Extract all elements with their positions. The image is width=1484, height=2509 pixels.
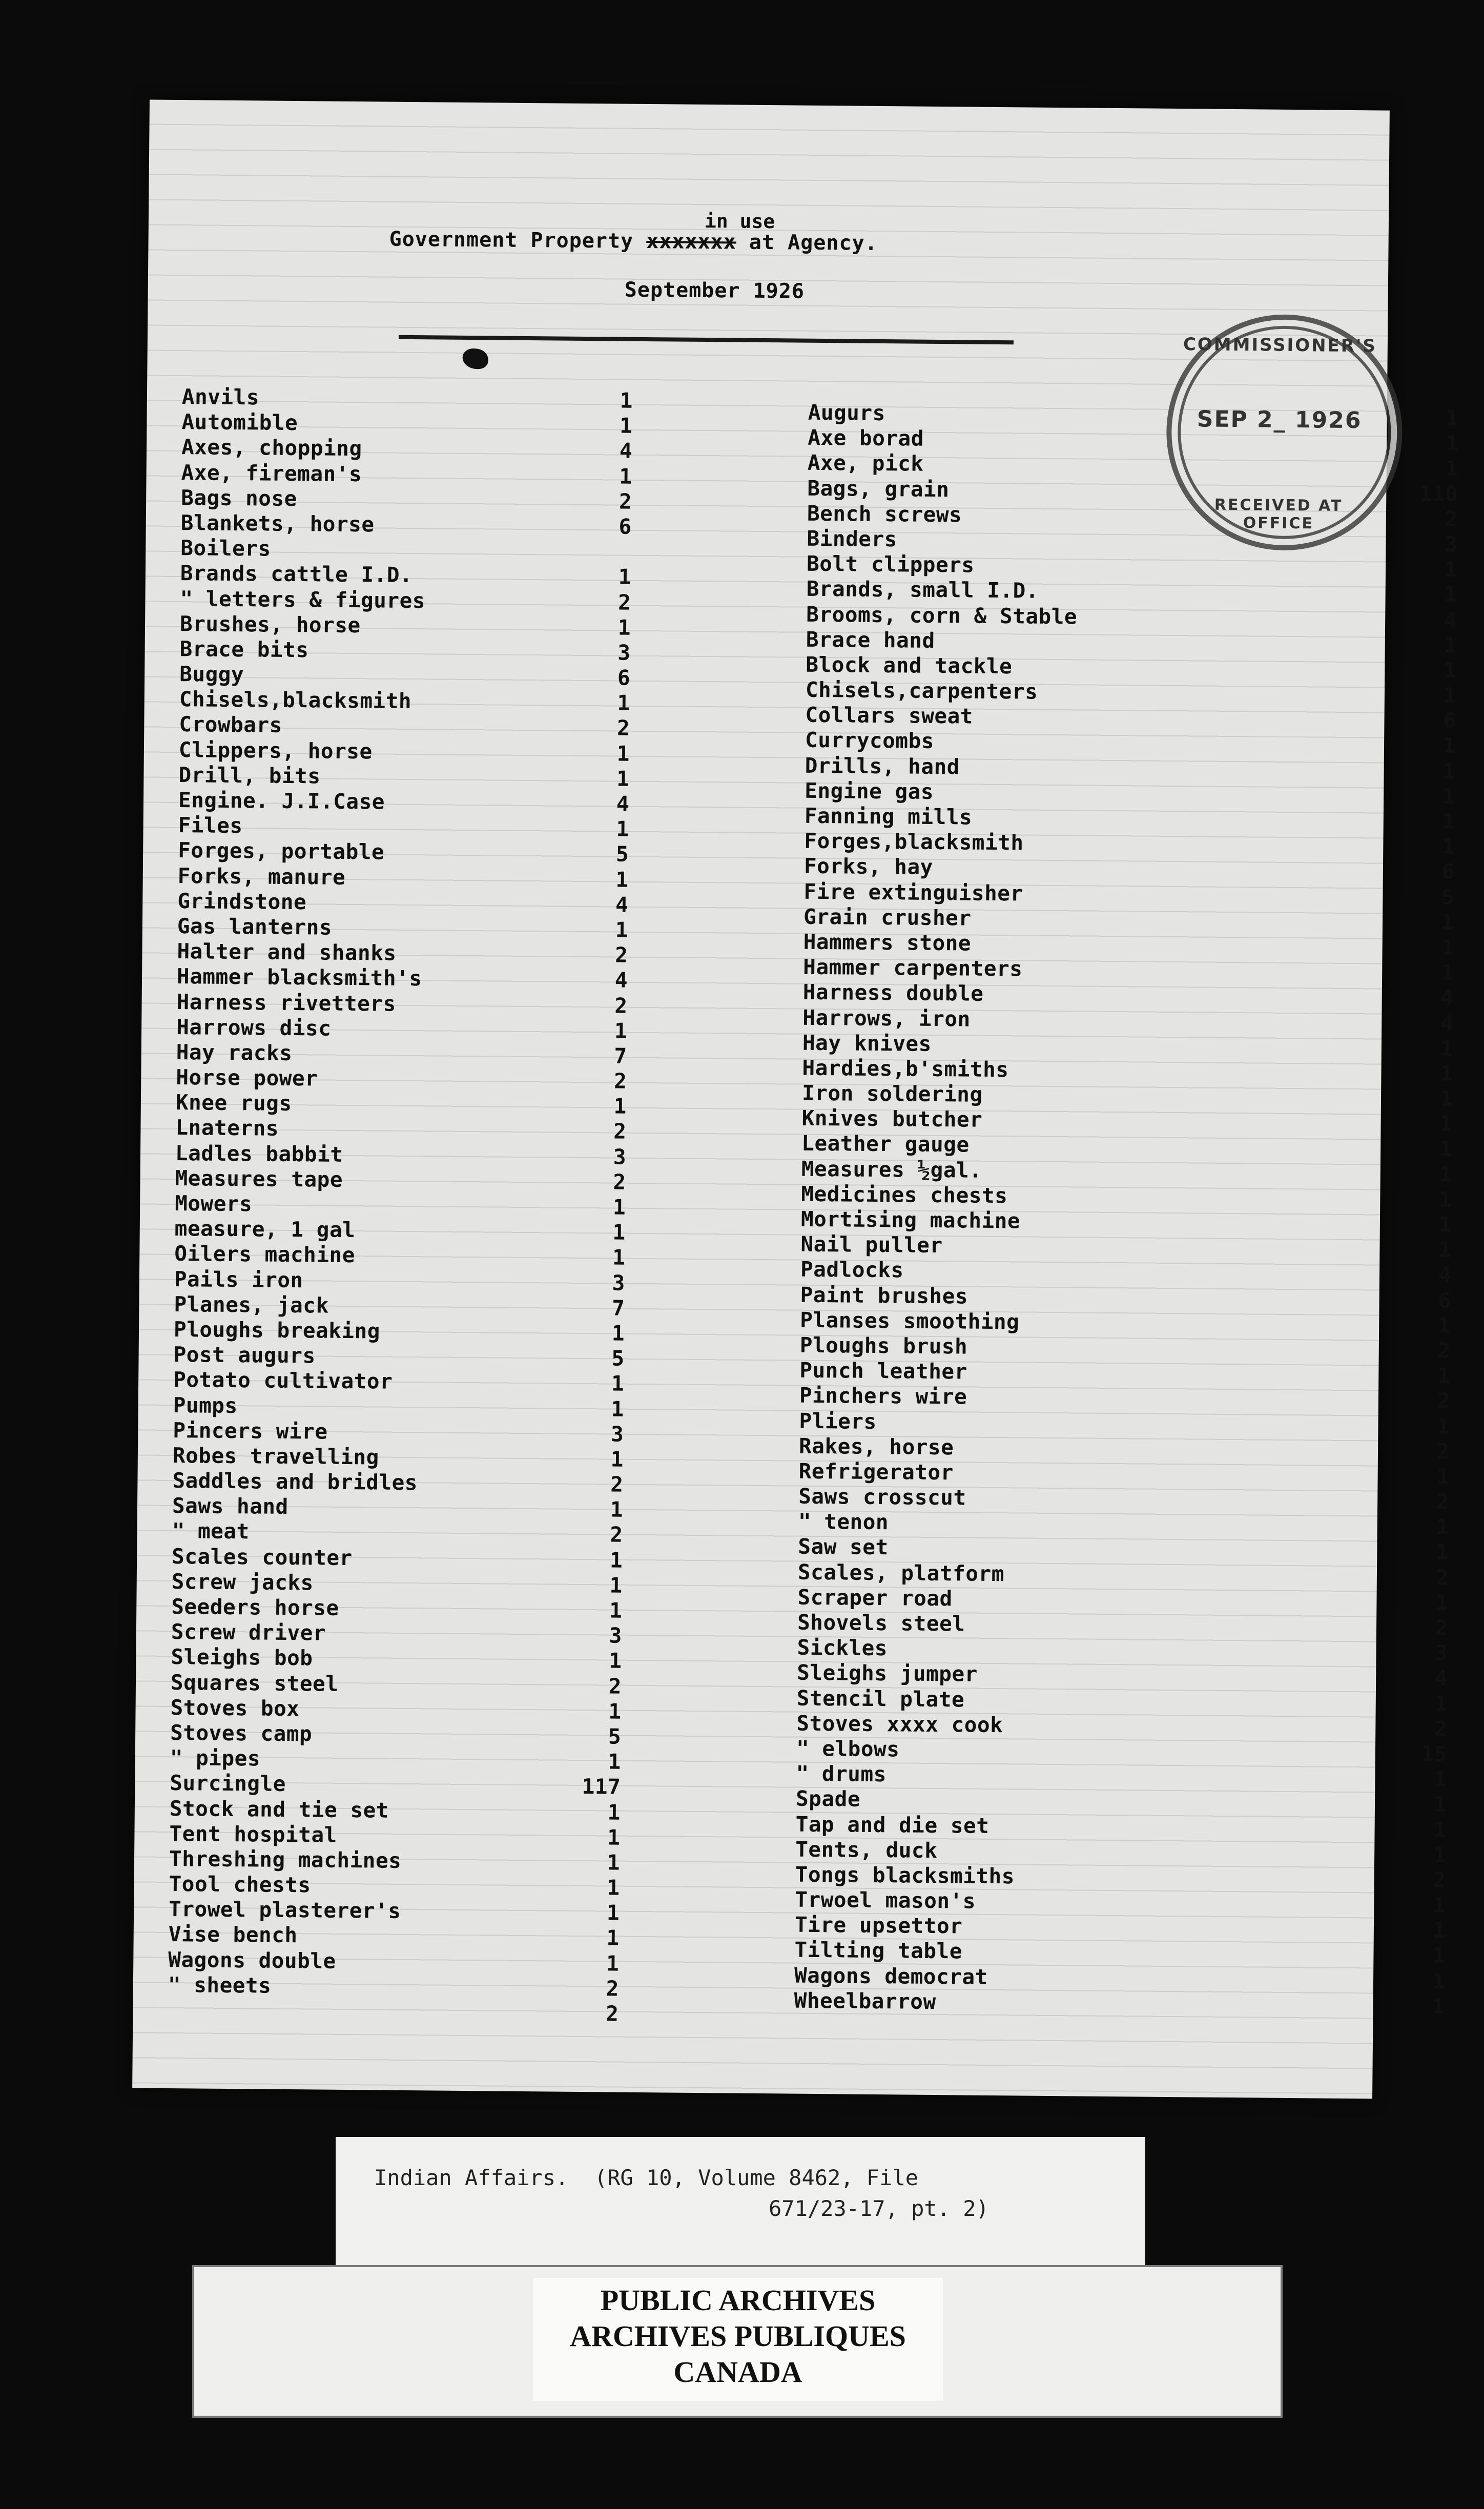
item-name: Wagons double — [168, 1947, 336, 1973]
item-quantity: 2 — [619, 489, 632, 514]
item-name: Measures ½gal. — [801, 1156, 982, 1183]
struck-word: xxxxxxx — [646, 229, 737, 254]
item-quantity: 1 — [1436, 1514, 1449, 1539]
item-quantity: 3 — [617, 640, 631, 665]
item-quantity: 1 — [616, 741, 630, 766]
item-name: measure, 1 gal — [174, 1216, 356, 1243]
item-name: Sleighs jumper — [797, 1660, 978, 1687]
item-quantity: 1 — [608, 1699, 622, 1724]
item-quantity: 1 — [613, 1094, 627, 1119]
item-quantity: 1 — [1432, 1968, 1446, 1993]
item-quantity: 1 — [1445, 456, 1459, 481]
item-quantity: 2 — [608, 1674, 622, 1699]
item-name: Squares steel — [170, 1670, 339, 1696]
item-name: Brands, small I.D. — [806, 577, 1039, 604]
item-name: Augurs — [808, 400, 886, 426]
item-name: Tent hospital — [169, 1821, 338, 1847]
item-quantity: 1 — [609, 1573, 623, 1598]
item-quantity: 1 — [615, 917, 629, 942]
item-quantity: 1 — [1433, 1842, 1447, 1867]
item-quantity: 1 — [1439, 1162, 1452, 1187]
item-quantity: 1 — [1445, 430, 1459, 456]
item-name: Tilting table — [794, 1938, 963, 1964]
item-name: Lnaterns — [175, 1115, 279, 1141]
stamp-top-text: COMMISSIONER'S — [1183, 334, 1377, 357]
item-quantity: 2 — [613, 1169, 626, 1195]
item-name: Fire extinguisher — [803, 879, 1023, 906]
item-quantity: 2 — [614, 993, 628, 1018]
item-name: " pipes — [170, 1745, 261, 1771]
item-name: Knee rugs — [175, 1090, 292, 1116]
item-name: Harness double — [802, 980, 984, 1006]
item-quantity: 1 — [1441, 910, 1455, 935]
item-quantity: 3 — [609, 1623, 623, 1648]
item-quantity: 1 — [607, 1875, 620, 1900]
item-quantity: 1 — [1442, 758, 1456, 784]
item-name: " drums — [796, 1761, 887, 1787]
item-quantity: 1 — [1440, 960, 1454, 985]
item-name: Horse power — [176, 1065, 318, 1091]
item-quantity: 3 — [610, 1422, 624, 1447]
item-quantity: 4 — [1440, 985, 1454, 1011]
item-quantity: 1 — [1443, 683, 1457, 708]
item-quantity: 2 — [1434, 1716, 1448, 1741]
item-name: Scales, platform — [797, 1559, 1005, 1586]
item-quantity: 5 — [1441, 885, 1455, 910]
item-quantity: 1 — [607, 1799, 621, 1825]
item-name: Tool chests — [169, 1872, 311, 1898]
item-quantity: 1 — [1444, 557, 1458, 582]
item-quantity: 1 — [1432, 1918, 1446, 1943]
item-name: Vise bench — [168, 1922, 298, 1948]
item-name: Clippers, horse — [178, 737, 373, 764]
document-date: September 1926 — [624, 278, 805, 303]
item-name: Bench screws — [807, 501, 962, 527]
item-quantity: 4 — [1438, 1262, 1452, 1288]
item-name: Screw jacks — [171, 1569, 314, 1595]
item-quantity: 1 — [610, 1497, 624, 1522]
item-quantity: 4 — [1440, 1011, 1454, 1036]
item-name: Forks, manure — [177, 863, 346, 890]
item-quantity: 1 — [606, 1951, 620, 1976]
item-quantity: 1 — [1437, 1363, 1451, 1388]
item-quantity: 2 — [613, 1119, 627, 1144]
item-quantity: 6 — [619, 514, 632, 539]
archive-line-3: CANADA — [673, 2355, 802, 2389]
item-name: Pliers — [799, 1408, 877, 1434]
item-name: Saws hand — [172, 1493, 288, 1519]
item-name: Harness rivetters — [176, 989, 396, 1016]
item-quantity: 2 — [615, 942, 628, 968]
item-quantity: 2 — [616, 715, 630, 741]
item-name: Hay knives — [802, 1030, 932, 1056]
title-prefix: Government Property — [389, 227, 634, 253]
item-quantity: 1 — [617, 615, 631, 640]
item-quantity: 1 — [1438, 1237, 1452, 1262]
item-quantity: 2 — [610, 1472, 624, 1497]
item-quantity: 1 — [1444, 632, 1457, 657]
item-quantity: 2 — [1436, 1489, 1450, 1514]
item-name: Stoves box — [170, 1695, 300, 1721]
item-quantity: 117 — [582, 1774, 621, 1799]
item-name: Collars sweat — [805, 702, 974, 729]
item-name: Leather gauge — [801, 1131, 970, 1157]
item-quantity: 110 — [1419, 481, 1458, 506]
item-name: Harrows, iron — [802, 1005, 971, 1032]
item-name: " sheets — [168, 1972, 272, 1998]
item-quantity: 4 — [1434, 1665, 1448, 1691]
stamp-date: SEP 2_ 1926 — [1197, 406, 1362, 434]
item-name: Binders — [807, 526, 898, 552]
item-name: Axe borad — [808, 425, 924, 451]
item-quantity: 1 — [616, 766, 630, 791]
item-name: Sickles — [797, 1635, 888, 1661]
item-quantity: 1 — [1433, 1792, 1447, 1817]
item-quantity: 2 — [613, 1068, 627, 1094]
item-quantity: 1 — [617, 690, 630, 715]
item-quantity: 1 — [610, 1447, 624, 1472]
item-name: Stoves camp — [170, 1720, 313, 1746]
item-name: Screw driver — [171, 1619, 326, 1646]
item-name: Knives butcher — [801, 1105, 983, 1133]
item-name: Punch leather — [799, 1358, 967, 1384]
item-quantity: 1 — [612, 1220, 626, 1245]
item-name: Paint brushes — [800, 1282, 968, 1309]
item-quantity: 1 — [620, 388, 633, 413]
item-quantity: 1 — [611, 1396, 624, 1422]
item-name: Chisels,blacksmith — [179, 687, 412, 714]
item-name: Surcingle — [170, 1771, 286, 1797]
item-quantity: 1 — [1441, 834, 1455, 859]
item-quantity: 3 — [1445, 531, 1458, 557]
item-name: Brands cattle I.D. — [180, 561, 413, 588]
item-quantity: 1 — [1442, 809, 1455, 834]
item-quantity: 3 — [613, 1144, 627, 1169]
item-quantity: 3 — [612, 1270, 626, 1295]
item-quantity: 1 — [609, 1648, 622, 1674]
item-name: Gas lanterns — [177, 913, 333, 940]
item-quantity: 1 — [1439, 1086, 1453, 1111]
item-name: Block and tackle — [806, 652, 1013, 679]
item-quantity: 6 — [1438, 1288, 1451, 1313]
item-quantity: 1 — [618, 564, 632, 590]
item-name: Planses smoothing — [800, 1307, 1020, 1334]
item-name: Axe, pick — [807, 450, 924, 477]
item-quantity: 1 — [1435, 1539, 1449, 1565]
item-quantity: 1 — [1437, 1414, 1450, 1439]
item-name: Ploughs breaking — [173, 1317, 381, 1344]
item-quantity: 1 — [607, 1825, 621, 1850]
item-name: Pails iron — [174, 1266, 303, 1292]
item-quantity: 1 — [619, 464, 632, 489]
item-name: Boilers — [180, 536, 271, 561]
reference-line-2: 671/23-17, pt. 2) — [769, 2196, 989, 2221]
item-quantity: 2 — [606, 1976, 620, 2001]
item-quantity: 2 — [1445, 506, 1458, 531]
item-name: Ploughs brush — [799, 1332, 968, 1359]
item-name: Forks, hay — [803, 854, 934, 880]
item-quantity: 6 — [617, 665, 631, 690]
item-name: Grindstone — [177, 888, 307, 914]
item-quantity: 2 — [1437, 1388, 1451, 1414]
item-quantity: 1 — [608, 1749, 621, 1774]
item-name: Automible — [181, 409, 298, 436]
item-quantity: 1 — [1443, 657, 1457, 683]
item-quantity: 5 — [611, 1346, 625, 1371]
item-quantity: 1 — [1432, 1993, 1445, 2019]
item-quantity: 4 — [614, 968, 628, 993]
item-name: Hardies,b'smiths — [802, 1055, 1009, 1082]
item-name: Measures tape — [175, 1165, 343, 1192]
item-quantity: 1 — [607, 1850, 621, 1875]
ink-blot — [462, 348, 488, 369]
item-name: " letters & figures — [180, 586, 426, 613]
item-quantity: 1 — [1440, 1036, 1454, 1061]
item-name: Post augurs — [173, 1342, 316, 1368]
item-name: Shovels steel — [797, 1610, 965, 1636]
interlined-in-use: in use — [704, 209, 775, 233]
item-quantity: 1 — [1434, 1691, 1448, 1716]
item-quantity: 2 — [1433, 1867, 1446, 1893]
item-name: Chisels,carpenters — [805, 677, 1038, 704]
item-name: Scraper road — [797, 1585, 953, 1611]
item-name: Currycombs — [805, 728, 935, 754]
item-name: Drills, hand — [805, 753, 960, 779]
item-quantity: 2 — [1436, 1439, 1450, 1464]
item-quantity: 2 — [618, 590, 631, 615]
item-name: Planes, jack — [174, 1291, 329, 1318]
item-name: Forges,blacksmith — [804, 828, 1024, 855]
item-quantity: 2 — [1435, 1615, 1449, 1640]
item-name: Threshing machines — [169, 1846, 402, 1873]
item-quantity: 1 — [1439, 1111, 1453, 1137]
item-quantity: 1 — [1438, 1187, 1452, 1212]
item-name: Pumps — [173, 1392, 238, 1418]
item-name: Fanning mills — [804, 803, 973, 830]
item-quantity: 1 — [612, 1195, 626, 1220]
item-name: Medicines chests — [801, 1181, 1008, 1208]
item-name: Mowers — [174, 1191, 253, 1217]
item-name: Robes travelling — [172, 1443, 380, 1470]
item-quantity: 1 — [1432, 1943, 1446, 1968]
item-name: Engine gas — [805, 778, 934, 804]
item-quantity: 6 — [1441, 859, 1455, 885]
item-quantity: 4 — [1444, 607, 1457, 632]
item-name: Trowel plasterer's — [168, 1897, 401, 1924]
item-quantity: 4 — [619, 438, 633, 464]
item-name: Potato cultivator — [173, 1367, 393, 1394]
item-quantity: 1 — [1440, 1061, 1453, 1086]
reference-line-1: Indian Affairs. (RG 10, Volume 8462, File — [374, 2165, 919, 2190]
item-name: Padlocks — [800, 1257, 904, 1283]
item-name: " elbows — [796, 1736, 900, 1762]
title-rule — [399, 335, 1014, 344]
item-name: Bags, grain — [807, 476, 950, 502]
item-name: Wheelbarrow — [794, 1988, 936, 2014]
item-name: Trwoel mason's — [795, 1887, 976, 1914]
title-suffix: at Agency. — [749, 230, 878, 255]
item-name: Saws crosscut — [798, 1484, 966, 1510]
item-name: Stoves xxxx cook — [796, 1711, 1003, 1737]
item-quantity: 1 — [606, 1925, 620, 1951]
item-quantity: 7 — [612, 1295, 625, 1321]
item-quantity: 3 — [1435, 1640, 1448, 1665]
item-quantity: 1 — [609, 1548, 623, 1573]
item-quantity: 1 — [1444, 582, 1457, 607]
item-name: Drill, bits — [178, 762, 321, 789]
item-quantity: 2 — [1437, 1338, 1451, 1363]
item-name: Mortising machine — [800, 1206, 1021, 1233]
item-name: Harrows disc — [176, 1014, 332, 1041]
item-name: Pinchers wire — [799, 1383, 967, 1409]
item-quantity: 7 — [614, 1043, 627, 1068]
item-quantity: 6 — [1443, 708, 1456, 733]
item-quantity: 1 — [1439, 1136, 1453, 1162]
item-name: Nail puller — [800, 1231, 943, 1258]
item-name: Blankets, horse — [180, 510, 375, 537]
item-name: Axes, chopping — [181, 435, 362, 461]
item-name: Bags nose — [180, 485, 298, 511]
item-name: Stock and tie set — [169, 1796, 389, 1823]
item-quantity: 1 — [606, 1900, 620, 1925]
item-name: Hay racks — [176, 1039, 293, 1065]
item-name: Tents, duck — [795, 1837, 938, 1863]
archive-line-1: PUBLIC ARCHIVES — [600, 2284, 876, 2317]
item-quantity: 2 — [606, 2001, 619, 2026]
document-title — [389, 228, 878, 255]
item-name: Refrigerator — [798, 1458, 954, 1485]
item-name: Saddles and bridles — [172, 1468, 418, 1495]
item-quantity: 1 — [611, 1371, 625, 1396]
item-quantity: 1 — [612, 1245, 626, 1270]
item-name: Spade — [795, 1786, 861, 1812]
item-quantity: 1 — [1446, 405, 1459, 430]
item-name: Iron soldering — [801, 1080, 983, 1107]
item-name: Files — [178, 813, 243, 838]
item-quantity: 1 — [1441, 935, 1454, 960]
item-name: Seeders horse — [171, 1594, 339, 1620]
item-quantity: 5 — [608, 1724, 622, 1749]
item-name: Sleighs bob — [171, 1644, 313, 1671]
item-name: Hammer carpenters — [803, 954, 1023, 981]
item-name: Brooms, corn & Stable — [806, 602, 1078, 629]
item-quantity: 1 — [1434, 1766, 1447, 1792]
item-name: Pincers wire — [173, 1417, 328, 1444]
item-quantity: 5 — [615, 841, 629, 867]
item-name: Grain crusher — [803, 904, 972, 931]
item-name: Saw set — [798, 1534, 889, 1560]
item-quantity: 1 — [609, 1598, 623, 1623]
archive-line-2: ARCHIVES PUBLIQUES — [570, 2319, 906, 2353]
item-name: Tap and die set — [795, 1812, 990, 1838]
item-quantity: 2 — [1435, 1565, 1449, 1590]
item-name: Wagons democrat — [794, 1963, 988, 1989]
item-name: Scales counter — [171, 1544, 353, 1570]
item-quantity: 1 — [1435, 1590, 1449, 1615]
item-quantity: 15 — [1421, 1741, 1448, 1766]
item-name: Engine. J.I.Case — [178, 788, 385, 814]
item-name: Buggy — [179, 662, 244, 687]
item-name: Axe, fireman's — [181, 460, 362, 486]
item-name: " meat — [172, 1518, 250, 1544]
item-name: Brace bits — [179, 636, 309, 663]
item-quantity: 1 — [1438, 1212, 1452, 1237]
item-quantity: 1 — [616, 816, 629, 841]
item-name: Bolt clippers — [806, 551, 975, 578]
item-quantity: 2 — [610, 1522, 623, 1548]
item-name: Ladles babbit — [175, 1140, 343, 1167]
document-page — [132, 100, 1459, 2099]
item-name: Hammer blacksmith's — [176, 964, 422, 991]
item-quantity: 1 — [1432, 1893, 1446, 1918]
left-inventory-list — [168, 384, 633, 2026]
item-quantity: 1 — [614, 1018, 628, 1043]
item-quantity: 1 — [1433, 1817, 1447, 1842]
item-quantity: 1 — [1442, 784, 1456, 809]
item-name: Tire upsettor — [794, 1912, 963, 1939]
item-name: Stencil plate — [796, 1685, 965, 1712]
item-name: " tenon — [798, 1509, 889, 1535]
item-quantity: 1 — [615, 867, 629, 892]
item-name: Oilers machine — [174, 1241, 356, 1268]
item-quantity: 4 — [615, 892, 629, 917]
stamp-bottom-text: RECEIVED AT OFFICE — [1214, 496, 1343, 533]
item-name: Halter and shanks — [177, 939, 397, 965]
item-name: Crowbars — [179, 712, 283, 738]
item-quantity: 1 — [620, 413, 633, 438]
item-quantity: 1 — [1437, 1313, 1451, 1338]
item-name: Hammers stone — [803, 929, 972, 956]
item-name: Rakes, horse — [798, 1433, 954, 1459]
item-name: Forges, portable — [177, 838, 385, 865]
item-name: Anvils — [181, 384, 260, 410]
item-name: Brace hand — [806, 627, 935, 653]
item-name: Tongs blacksmiths — [795, 1862, 1015, 1889]
item-quantity: 1 — [1436, 1464, 1450, 1489]
item-name: Brushes, horse — [179, 611, 361, 637]
item-quantity: 4 — [616, 791, 630, 816]
item-quantity: 1 — [611, 1321, 625, 1346]
item-quantity: 1 — [1442, 733, 1456, 758]
